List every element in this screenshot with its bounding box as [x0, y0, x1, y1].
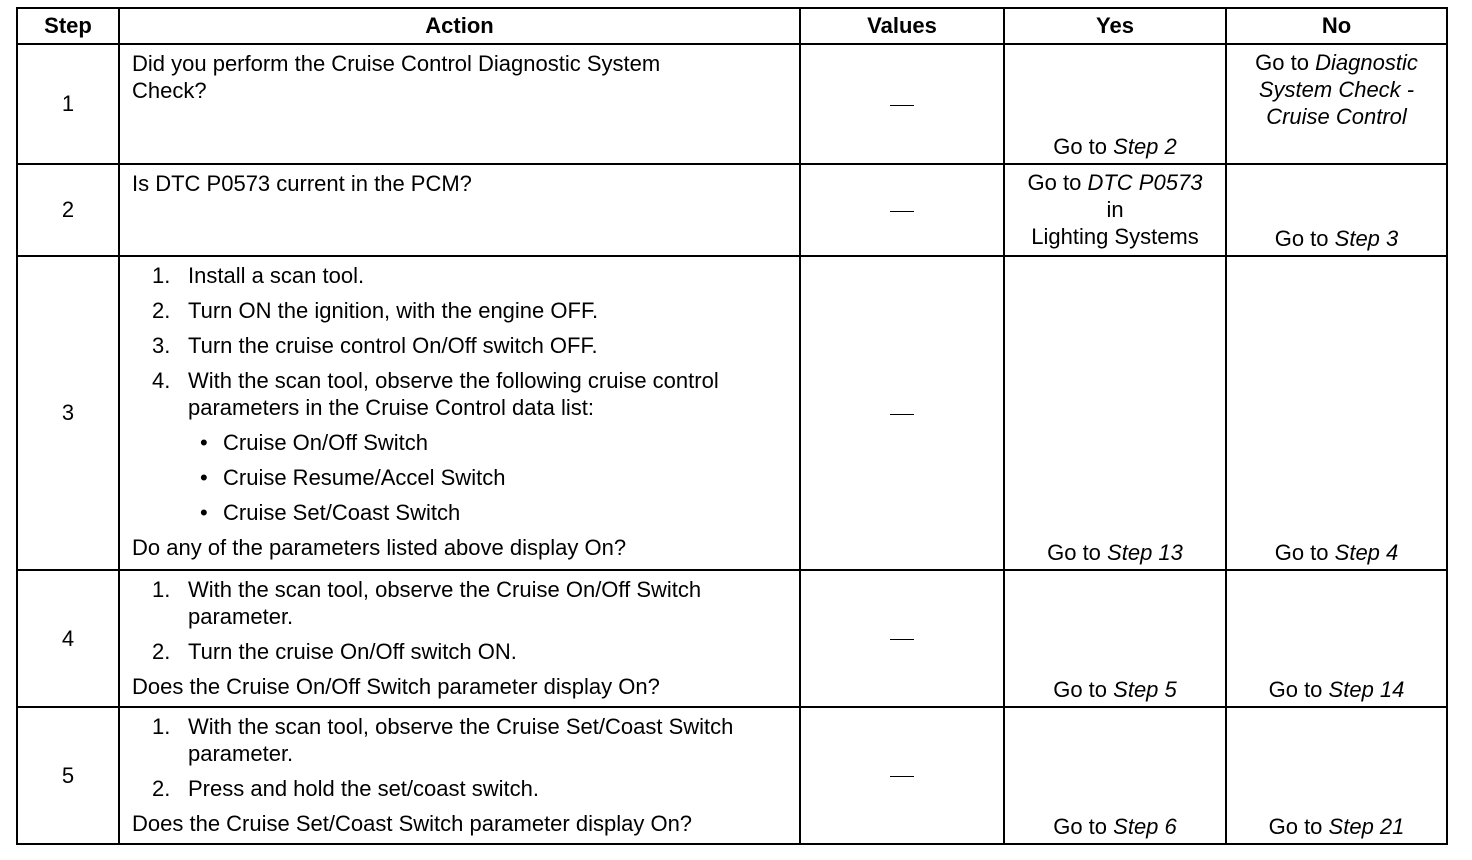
yes-cell	[1004, 164, 1226, 256]
yes-prefix: Go to	[1047, 540, 1101, 565]
yes-prefix: Go to	[1027, 170, 1082, 195]
action-cell	[119, 570, 800, 707]
yes-prefix: Go to	[1053, 134, 1108, 159]
dash	[890, 639, 914, 640]
yes-cell	[1004, 44, 1226, 164]
instruction-item: 2. Turn the cruise On/Off switch ON.	[152, 639, 517, 664]
step-number: 3	[17, 256, 119, 570]
no-cell	[1226, 44, 1447, 164]
step-number: 2	[17, 164, 119, 256]
no-cell	[1226, 570, 1447, 707]
header-no: No	[1226, 8, 1447, 44]
values-cell	[800, 570, 1004, 707]
no-prefix: Go to	[1255, 50, 1309, 75]
dash	[890, 414, 914, 415]
dash	[890, 105, 914, 106]
no-link[interactable]: Step 21	[1328, 814, 1405, 839]
header-action: Action	[119, 8, 800, 44]
yes-prefix: Go to	[1053, 677, 1108, 702]
yes-link[interactable]: DTC P0573	[1087, 170, 1203, 195]
action-question: Does the Cruise Set/Coast Switch parameter display On?	[132, 811, 693, 836]
instruction-list	[132, 713, 789, 802]
step-number: 4	[17, 570, 119, 707]
dash	[890, 211, 914, 212]
parameter-item: • Cruise On/Off Switch	[200, 430, 428, 455]
action-question: Do any of the parameters listed above display On?	[132, 535, 627, 560]
values-cell	[800, 256, 1004, 570]
dash	[890, 776, 914, 777]
step-number: 1	[17, 44, 119, 164]
no-prefix: Go to	[1274, 226, 1329, 251]
action-cell	[119, 44, 800, 164]
step-number: 5	[17, 707, 119, 844]
instruction-item: 1. With the scan tool, observe the Cruise Set/Coast Switch parameter.	[152, 714, 734, 766]
action-question: Does the Cruise On/Off Switch parameter display On?	[132, 674, 660, 699]
instruction-item: 2. Press and hold the set/coast switch.	[152, 776, 539, 801]
yes-link[interactable]: Step 13	[1107, 540, 1183, 565]
no-link[interactable]: Step 3	[1334, 226, 1399, 251]
parameter-item: • Cruise Resume/Accel Switch	[200, 465, 506, 490]
parameter-item: • Cruise Set/Coast Switch	[200, 500, 461, 525]
values-cell	[800, 707, 1004, 844]
no-prefix: Go to	[1268, 677, 1323, 702]
yes-link[interactable]: Step 5	[1113, 677, 1177, 702]
no-link[interactable]: Step 4	[1334, 540, 1399, 565]
action-cell	[119, 164, 800, 256]
no-cell	[1226, 707, 1447, 844]
yes-cell	[1004, 707, 1226, 844]
table-row	[17, 164, 1447, 256]
action-cell	[119, 707, 800, 844]
instruction-list	[132, 262, 789, 526]
no-link[interactable]: Step 14	[1328, 677, 1405, 702]
yes-suffix: in	[1106, 197, 1124, 222]
table-row	[17, 707, 1447, 844]
yes-suffix-2: Lighting Systems	[1031, 224, 1199, 249]
header-step: Step	[17, 8, 119, 44]
no-cell	[1226, 164, 1447, 256]
table-row	[17, 256, 1447, 570]
table-row	[17, 570, 1447, 707]
action-question: Did you perform the Cruise Control Diagnostic System Check?	[132, 51, 661, 103]
diagnostic-table	[16, 7, 1448, 845]
instruction-item: 4. With the scan tool, observe the following cruise control parameters in the Cruise Control data list: • Cruise On/Off Switch • Cruise Resume/Accel Switch • Cruise Set/Coast Switch	[132, 367, 789, 526]
header-row	[17, 8, 1447, 44]
no-prefix: Go to	[1268, 814, 1323, 839]
no-prefix: Go to	[1274, 540, 1329, 565]
values-cell	[800, 44, 1004, 164]
instruction-list	[132, 576, 789, 665]
values-cell	[800, 164, 1004, 256]
instruction-item: 2. Turn ON the ignition, with the engine OFF.	[152, 298, 599, 323]
no-link[interactable]: Diagnostic System Check - Cruise Control	[1258, 50, 1418, 129]
yes-cell	[1004, 256, 1226, 570]
no-cell	[1226, 256, 1447, 570]
instruction-item: 3. Turn the cruise control On/Off switch OFF.	[152, 333, 598, 358]
header-values: Values	[800, 8, 1004, 44]
instruction-item: 1. With the scan tool, observe the Cruise On/Off Switch parameter.	[152, 577, 702, 629]
header-yes: Yes	[1004, 8, 1226, 44]
yes-link[interactable]: Step 6	[1113, 814, 1177, 839]
yes-cell	[1004, 570, 1226, 707]
yes-link[interactable]: Step 2	[1113, 134, 1177, 159]
parameter-list	[188, 429, 789, 526]
action-cell	[119, 256, 800, 570]
instruction-item: 1. Install a scan tool.	[152, 263, 365, 288]
yes-prefix: Go to	[1053, 814, 1108, 839]
table-row	[17, 44, 1447, 164]
action-question: Is DTC P0573 current in the PCM?	[132, 171, 472, 196]
